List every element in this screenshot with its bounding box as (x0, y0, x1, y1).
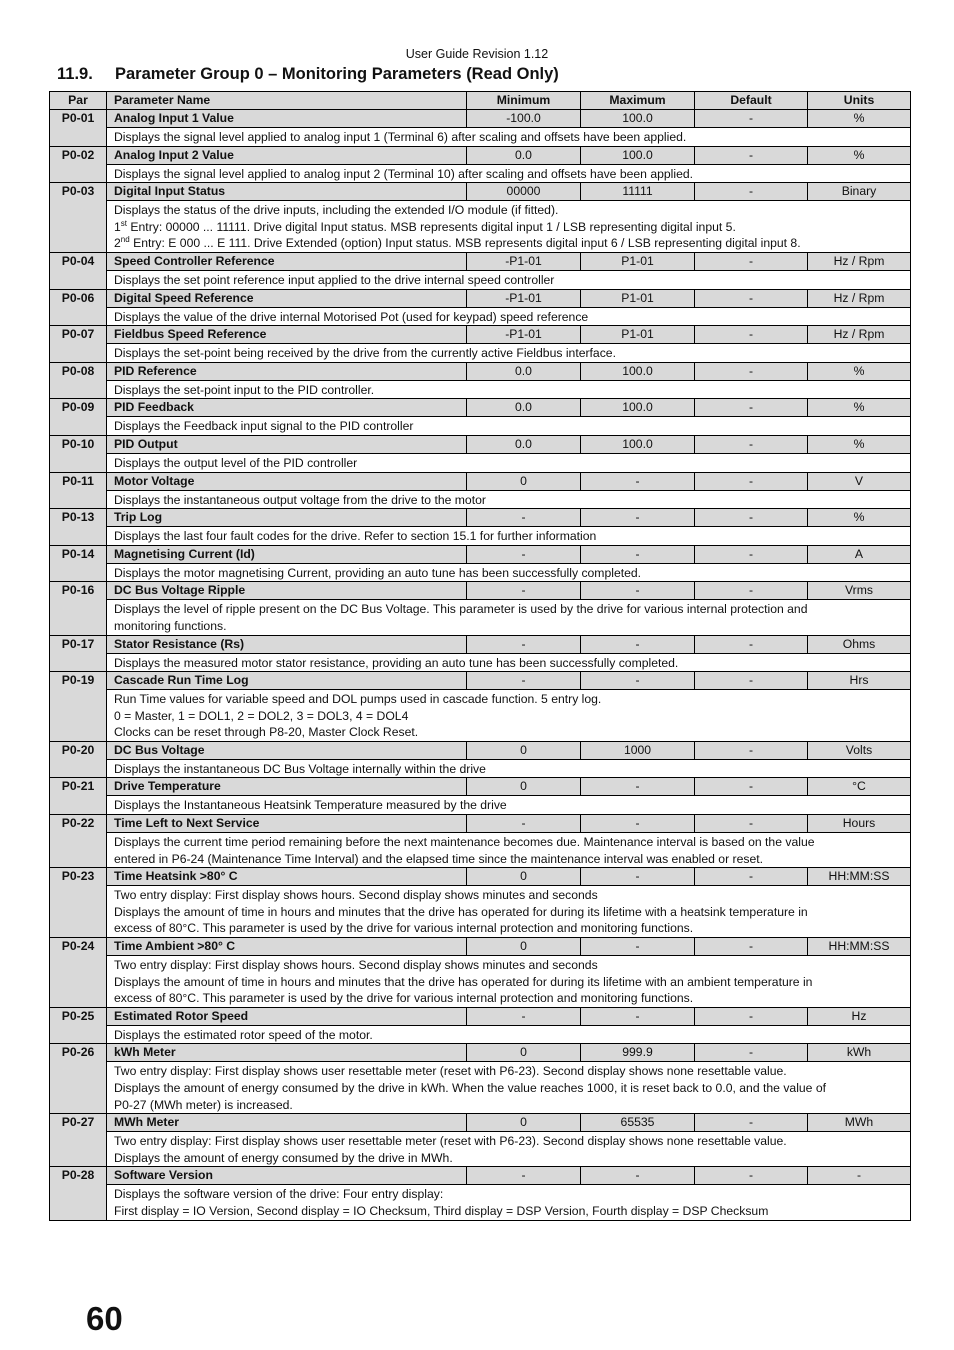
description-line: entered in P6-24 (Maintenance Time Interval) and the elapsed time since the maintenance interval was enabled or reset. (114, 851, 764, 866)
parameter-row (50, 1114, 911, 1132)
parameter-code: P0-11 (50, 472, 107, 509)
column-header-maximum: Maximum (581, 92, 695, 110)
parameter-maximum: - (581, 635, 695, 653)
parameter-default: - (695, 326, 808, 344)
parameter-default: - (695, 110, 808, 128)
parameter-description (107, 833, 911, 868)
description-line: Displays the output level of the PID controller (114, 455, 358, 470)
description-line: Displays the signal level applied to analog input 2 (Terminal 10) after scaling and offsets have been applied. (114, 166, 694, 181)
parameter-description-row (50, 1062, 911, 1114)
parameter-default: - (695, 252, 808, 270)
parameter-description-row (50, 307, 911, 326)
parameter-description (107, 956, 911, 1008)
description-line: Displays the status of the drive inputs, including the extended I/O module (if fitted). (114, 203, 559, 218)
parameter-description-row (50, 690, 911, 742)
description-line: Displays the set-point input to the PID controller. (114, 382, 375, 397)
parameter-maximum: - (581, 1007, 695, 1025)
description-line: Displays the software version of the drive: Four entry display: (114, 1187, 444, 1202)
parameter-code: P0-23 (50, 868, 107, 938)
parameter-minimum: 0 (467, 1044, 581, 1062)
parameter-name: Motor Voltage (107, 472, 467, 490)
parameter-name: Speed Controller Reference (107, 252, 467, 270)
parameter-description-row (50, 417, 911, 436)
parameter-units: MWh (808, 1114, 911, 1132)
description-line: Displays the set point reference input applied to the drive internal speed controller (114, 272, 555, 287)
parameter-maximum: - (581, 545, 695, 563)
parameter-minimum: - (467, 509, 581, 527)
parameter-description (107, 653, 911, 672)
parameter-maximum: - (581, 509, 695, 527)
parameter-maximum: 999.9 (581, 1044, 695, 1062)
parameter-description-row (50, 380, 911, 399)
parameter-units: Ohms (808, 635, 911, 653)
parameter-units: % (808, 146, 911, 164)
parameter-row (50, 778, 911, 796)
parameter-default: - (695, 635, 808, 653)
parameter-code: P0-06 (50, 289, 107, 326)
section-title-text: Parameter Group 0 – Monitoring Parameters (Read Only) (115, 65, 559, 83)
parameter-code: P0-24 (50, 938, 107, 1008)
parameter-description-row (50, 527, 911, 546)
description-line: Displays the level of ripple present on the DC Bus Voltage. This parameter is used by the drive for various internal protection and (114, 602, 808, 617)
parameter-row (50, 326, 911, 344)
parameter-name: DC Bus Voltage Ripple (107, 582, 467, 600)
parameter-units: Hz / Rpm (808, 252, 911, 270)
parameter-description (107, 1132, 911, 1167)
column-header-minimum: Minimum (467, 92, 581, 110)
description-line: P0-27 (MWh meter) is increased. (114, 1097, 293, 1112)
description-line: Displays the amount of time in hours and minutes that the drive has operated for during its lifetime with an ambient temperature in (114, 974, 813, 989)
parameter-row (50, 1167, 911, 1185)
parameter-name: Time Ambient >80° C (107, 938, 467, 956)
parameter-description-row (50, 490, 911, 509)
parameter-row (50, 146, 911, 164)
parameter-description-row (50, 833, 911, 868)
parameter-code: P0-02 (50, 146, 107, 183)
parameter-maximum: 11111 (581, 183, 695, 201)
parameter-minimum: - (467, 545, 581, 563)
parameter-default: - (695, 741, 808, 759)
parameter-minimum: 0.0 (467, 399, 581, 417)
parameter-units: kWh (808, 1044, 911, 1062)
parameter-description-row (50, 886, 911, 938)
parameter-name: Time Heatsink >80° C (107, 868, 467, 886)
parameter-name: Estimated Rotor Speed (107, 1007, 467, 1025)
parameter-description-row (50, 600, 911, 635)
parameter-code: P0-27 (50, 1114, 107, 1167)
description-line: Two entry display: First display shows hours. Second display shows minutes and seconds (114, 958, 598, 973)
description-line: Displays the amount of time in hours and minutes that the drive has operated for during its lifetime with a heatsink temperature in (114, 904, 808, 919)
description-line: excess of 80°C. This parameter is used by the drive for various internal protection and monitoring functions. (114, 991, 694, 1006)
parameter-code: P0-13 (50, 509, 107, 546)
parameter-minimum: - (467, 672, 581, 690)
parameter-minimum: 0 (467, 741, 581, 759)
parameter-description (107, 380, 911, 399)
description-line: Displays the motor magnetising Current, providing an auto tune has been successfully completed. (114, 565, 642, 580)
parameter-units: Hours (808, 815, 911, 833)
parameter-row (50, 868, 911, 886)
parameter-row (50, 938, 911, 956)
parameter-name: Digital Speed Reference (107, 289, 467, 307)
parameter-units: Hrs (808, 672, 911, 690)
parameter-name: Digital Input Status (107, 183, 467, 201)
parameter-name: Software Version (107, 1167, 467, 1185)
parameter-description-row (50, 956, 911, 1008)
description-line: Displays the signal level applied to analog input 1 (Terminal 6) after scaling and offsets have been applied. (114, 130, 687, 144)
column-header-units: Units (808, 92, 911, 110)
parameter-name: PID Output (107, 435, 467, 453)
parameter-default: - (695, 509, 808, 527)
parameter-minimum: 0.0 (467, 146, 581, 164)
parameter-units: Binary (808, 183, 911, 201)
parameter-default: - (695, 183, 808, 201)
parameter-minimum: 0.0 (467, 362, 581, 380)
parameter-description (107, 128, 911, 147)
parameter-minimum: - (467, 1167, 581, 1185)
parameter-name: Stator Resistance (Rs) (107, 635, 467, 653)
parameter-default: - (695, 289, 808, 307)
parameter-code: P0-14 (50, 545, 107, 582)
parameter-units: HH:MM:SS (808, 938, 911, 956)
parameter-row (50, 741, 911, 759)
parameter-code: P0-04 (50, 252, 107, 289)
parameter-description (107, 1062, 911, 1114)
parameter-default: - (695, 472, 808, 490)
parameter-description (107, 563, 911, 582)
parameter-units: Vrms (808, 582, 911, 600)
description-line: Two entry display: First display shows user resettable meter (reset with P6-23). Second display shows none resettable value. (114, 1064, 787, 1079)
parameter-code: P0-20 (50, 741, 107, 778)
parameter-description-row (50, 201, 911, 253)
parameter-default: - (695, 1114, 808, 1132)
column-header-parameter-name: Parameter Name (107, 92, 467, 110)
parameter-description-row (50, 270, 911, 289)
parameter-default: - (695, 938, 808, 956)
parameter-minimum: 0 (467, 868, 581, 886)
parameter-minimum: -P1-01 (467, 326, 581, 344)
table-body (50, 110, 911, 1221)
parameter-default: - (695, 435, 808, 453)
parameter-code: P0-17 (50, 635, 107, 672)
parameter-units: V (808, 472, 911, 490)
description-line: 0 = Master, 1 = DOL1, 2 = DOL2, 3 = DOL3, 4 = DOL4 (114, 708, 409, 723)
parameter-description (107, 1025, 911, 1044)
parameter-name: PID Feedback (107, 399, 467, 417)
parameter-maximum: P1-01 (581, 252, 695, 270)
parameter-description-row (50, 164, 911, 183)
parameter-maximum: 100.0 (581, 362, 695, 380)
parameter-code: P0-26 (50, 1044, 107, 1114)
parameter-maximum: - (581, 868, 695, 886)
parameter-description (107, 201, 911, 253)
description-line: Displays the current time period remaining before the next maintenance becomes due. Maintenance interval is based on the value (114, 835, 815, 850)
parameter-default: - (695, 362, 808, 380)
parameter-units: °C (808, 778, 911, 796)
parameter-row (50, 509, 911, 527)
parameter-maximum: - (581, 472, 695, 490)
parameter-row (50, 672, 911, 690)
parameter-code: P0-08 (50, 362, 107, 399)
parameter-units: % (808, 362, 911, 380)
parameter-description (107, 490, 911, 509)
parameter-code: P0-28 (50, 1167, 107, 1220)
parameter-description (107, 690, 911, 742)
parameter-description-row (50, 1132, 911, 1167)
description-line: excess of 80°C. This parameter is used by the drive for various internal protection and monitoring functions. (114, 921, 694, 936)
parameter-row (50, 183, 911, 201)
parameter-maximum: 1000 (581, 741, 695, 759)
parameter-default: - (695, 545, 808, 563)
parameter-minimum: 0 (467, 778, 581, 796)
description-line: Displays the measured motor stator resistance, providing an auto tune has been successfully completed. (114, 655, 679, 670)
parameter-name: Cascade Run Time Log (107, 672, 467, 690)
parameter-name: Analog Input 2 Value (107, 146, 467, 164)
description-line: Displays the amount of energy consumed by the drive in MWh. (114, 1150, 453, 1165)
parameter-code: P0-21 (50, 778, 107, 815)
parameter-row (50, 1007, 911, 1025)
header-note: User Guide Revision 1.12 (405, 47, 549, 61)
parameter-default: - (695, 1167, 808, 1185)
parameter-minimum: - (467, 635, 581, 653)
description-line: Displays the set-point being received by the drive from the currently active Fieldbus interface. (114, 346, 616, 361)
description-line: Displays the Feedback input signal to the PID controller (114, 419, 414, 434)
parameter-description (107, 417, 911, 436)
parameter-code: P0-25 (50, 1007, 107, 1044)
parameter-code: P0-07 (50, 326, 107, 363)
parameter-row (50, 435, 911, 453)
parameter-maximum: 100.0 (581, 146, 695, 164)
description-line: Displays the value of the drive internal Motorised Pot (used for keypad) speed reference (114, 309, 589, 324)
parameter-description-row (50, 1025, 911, 1044)
parameter-description-row (50, 563, 911, 582)
column-header-par: Par (50, 92, 107, 110)
parameter-minimum: -P1-01 (467, 289, 581, 307)
section-title (57, 65, 559, 84)
parameter-minimum: 0 (467, 472, 581, 490)
parameter-units: A (808, 545, 911, 563)
parameter-description-row (50, 653, 911, 672)
parameter-row (50, 635, 911, 653)
parameter-default: - (695, 146, 808, 164)
parameter-row (50, 815, 911, 833)
parameter-units: - (808, 1167, 911, 1185)
parameter-default: - (695, 778, 808, 796)
parameter-minimum: - (467, 582, 581, 600)
parameter-units: % (808, 509, 911, 527)
description-line: Displays the estimated rotor speed of the motor. (114, 1027, 373, 1042)
parameter-name: Trip Log (107, 509, 467, 527)
parameter-default: - (695, 868, 808, 886)
parameter-default: - (695, 1044, 808, 1062)
description-line: Clocks can be reset through P8-20, Master Clock Reset. (114, 725, 419, 740)
parameter-code: P0-16 (50, 582, 107, 635)
parameter-row (50, 582, 911, 600)
description-line: Two entry display: First display shows user resettable meter (reset with P6-23). Second display shows none resettable value. (114, 1134, 787, 1149)
parameter-description-row (50, 344, 911, 363)
parameter-code: P0-01 (50, 110, 107, 147)
parameter-name: PID Reference (107, 362, 467, 380)
parameter-minimum: 0 (467, 938, 581, 956)
parameter-maximum: P1-01 (581, 289, 695, 307)
parameter-row (50, 362, 911, 380)
description-line: First display = IO Version, Second display = IO Checksum, Third display = DSP Version, Fourth display = DSP Checksum (114, 1203, 769, 1218)
parameter-maximum: - (581, 815, 695, 833)
parameter-minimum: 00000 (467, 183, 581, 201)
table-header-row (50, 92, 911, 110)
parameter-minimum: - (467, 815, 581, 833)
parameter-table (49, 91, 911, 1221)
parameter-description (107, 307, 911, 326)
parameter-description (107, 796, 911, 815)
parameter-description-row (50, 453, 911, 472)
parameter-description (107, 164, 911, 183)
description-line: Displays the amount of energy consumed by the drive in kWh. When the value reaches 1000, it is reset back to 0.0, and the value of (114, 1081, 827, 1095)
parameter-minimum: -100.0 (467, 110, 581, 128)
description-line: 2nd Entry: E 000 ... E 111. Drive Extended (option) Input status. MSB represents digital input 6 / LSB representing digital input 8. (114, 235, 801, 251)
parameter-description (107, 1185, 911, 1220)
parameter-description (107, 344, 911, 363)
parameter-maximum: - (581, 582, 695, 600)
parameter-units: Hz (808, 1007, 911, 1025)
parameter-description-row (50, 1185, 911, 1220)
parameter-maximum: 100.0 (581, 435, 695, 453)
parameter-minimum: - (467, 1007, 581, 1025)
parameter-description (107, 527, 911, 546)
parameter-units: % (808, 399, 911, 417)
parameter-units: Volts (808, 741, 911, 759)
parameter-code: P0-22 (50, 815, 107, 868)
parameter-name: Fieldbus Speed Reference (107, 326, 467, 344)
parameter-name: DC Bus Voltage (107, 741, 467, 759)
parameter-description (107, 600, 911, 635)
page-number: 60 (86, 1300, 123, 1337)
column-header-default: Default (695, 92, 808, 110)
parameter-default: - (695, 815, 808, 833)
parameter-name: Magnetising Current (Id) (107, 545, 467, 563)
parameter-maximum: P1-01 (581, 326, 695, 344)
parameter-code: P0-19 (50, 672, 107, 742)
parameter-code: P0-09 (50, 399, 107, 436)
parameter-name: MWh Meter (107, 1114, 467, 1132)
parameter-maximum: 100.0 (581, 399, 695, 417)
parameter-default: - (695, 399, 808, 417)
parameter-description-row (50, 128, 911, 147)
parameter-description-row (50, 796, 911, 815)
parameter-units: Hz / Rpm (808, 289, 911, 307)
parameter-description (107, 453, 911, 472)
parameter-minimum: -P1-01 (467, 252, 581, 270)
parameter-name: kWh Meter (107, 1044, 467, 1062)
description-line: 1st Entry: 00000 ... 11111. Drive digital Input status. MSB represents digital input 1 / LSB representing digital input 5. (114, 218, 736, 234)
parameter-name: Time Left to Next Service (107, 815, 467, 833)
parameter-row (50, 110, 911, 128)
parameter-row (50, 289, 911, 307)
parameter-minimum: 0.0 (467, 435, 581, 453)
parameter-row (50, 1044, 911, 1062)
parameter-default: - (695, 672, 808, 690)
description-line: Two entry display: First display shows hours. Second display shows minutes and seconds (114, 888, 598, 903)
parameter-description-row (50, 759, 911, 778)
description-line: Displays the last four fault codes for the drive. Refer to section 15.1 for further information (114, 529, 597, 544)
description-line: monitoring functions. (114, 618, 227, 633)
parameter-row (50, 472, 911, 490)
parameter-units: Hz / Rpm (808, 326, 911, 344)
parameter-description (107, 759, 911, 778)
description-line: Displays the Instantaneous Heatsink Temperature measured by the drive (114, 798, 507, 813)
description-line: Displays the instantaneous output voltage from the drive to the motor (114, 492, 486, 507)
parameter-units: % (808, 110, 911, 128)
parameter-row (50, 399, 911, 417)
parameter-row (50, 545, 911, 563)
parameter-maximum: - (581, 938, 695, 956)
parameter-code: P0-10 (50, 435, 107, 472)
parameter-maximum: - (581, 1167, 695, 1185)
parameter-description (107, 270, 911, 289)
parameter-name: Drive Temperature (107, 778, 467, 796)
section-number: 11.9. (57, 65, 93, 83)
parameter-maximum: 100.0 (581, 110, 695, 128)
parameter-name: Analog Input 1 Value (107, 110, 467, 128)
parameter-units: % (808, 435, 911, 453)
parameter-minimum: 0 (467, 1114, 581, 1132)
parameter-maximum: - (581, 672, 695, 690)
parameter-maximum: 65535 (581, 1114, 695, 1132)
parameter-default: - (695, 582, 808, 600)
description-line: Run Time values for variable speed and DOL pumps used in cascade function. 5 entry log. (114, 692, 602, 707)
parameter-row (50, 252, 911, 270)
parameter-default: - (695, 1007, 808, 1025)
description-line: Displays the instantaneous DC Bus Voltage internally within the drive (114, 761, 486, 776)
parameter-units: HH:MM:SS (808, 868, 911, 886)
parameter-description (107, 886, 911, 938)
parameter-maximum: - (581, 778, 695, 796)
parameter-code: P0-03 (50, 183, 107, 253)
